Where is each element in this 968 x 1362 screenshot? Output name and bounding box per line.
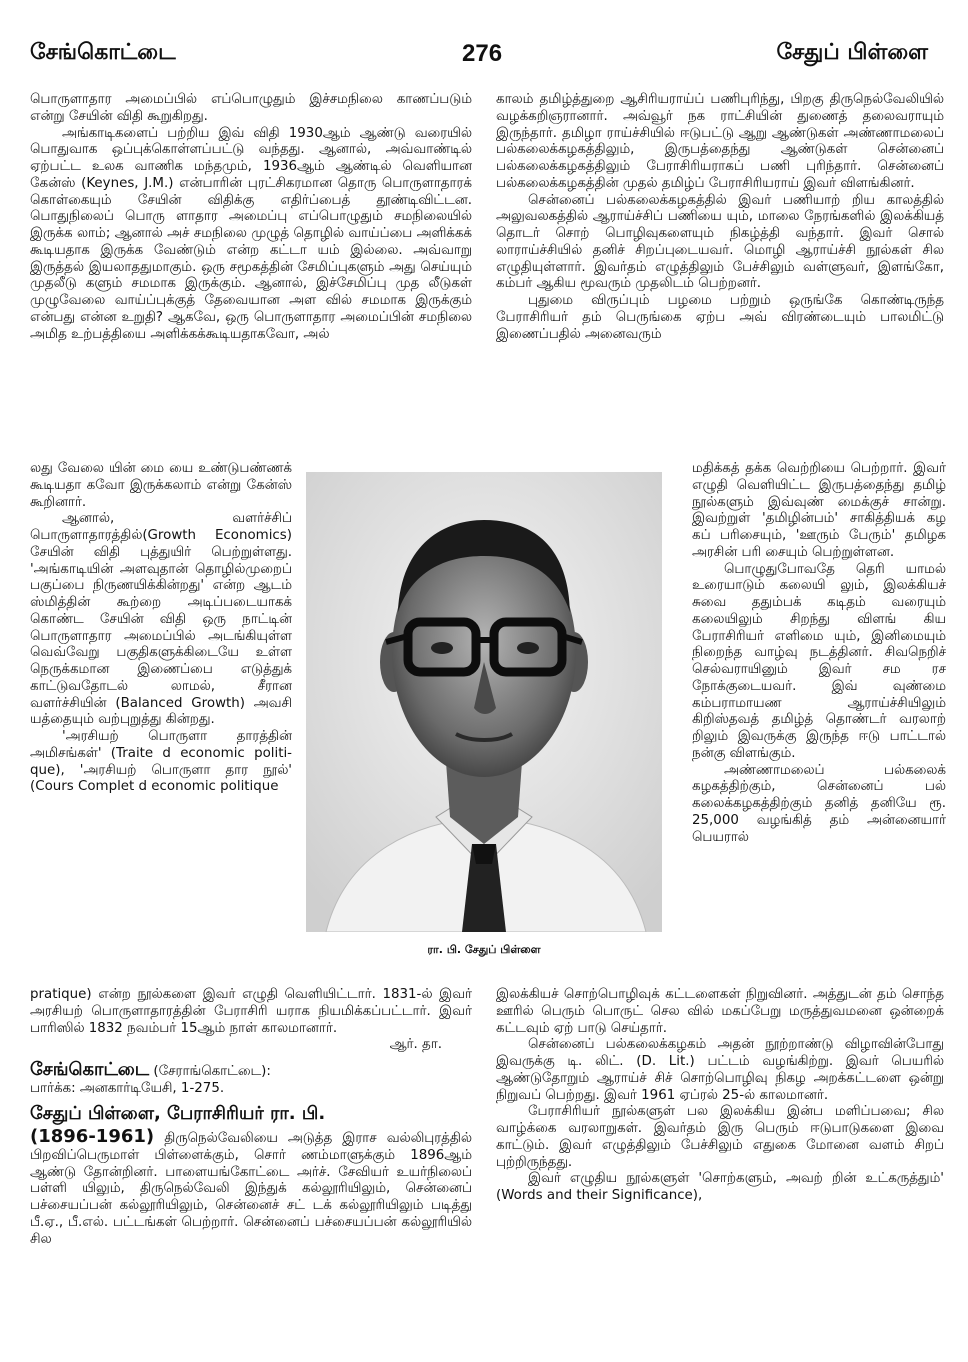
right-column-middle bbox=[692, 461, 946, 846]
left-column-top bbox=[30, 92, 472, 343]
author-initials: ஆர். தா. bbox=[389, 1037, 442, 1053]
running-head-left: சேங்கொட்டை bbox=[30, 40, 176, 65]
left-column-middle bbox=[30, 461, 292, 796]
entry-years: (1896-1961) bbox=[30, 1125, 155, 1147]
entry-title-sethu-pillai: சேதுப் பிள்ளை, பேராசிரியர் ரா. பி. bbox=[30, 1102, 326, 1124]
paragraph: அங்காடிகளைப் பற்றிய இவ் விதி 1930ஆம் ஆண்டு வரையில் பொதுவாக ஒப்புக்கொள்ளப்பட்டு வந்தது. ஆனால், அவ்வாண்டில் ஏற்பட்ட உலக வாணிக மந்தமும், 1936ஆம் ஆண்டில் வெளியான கேன்ஸ் (Keynes, J.M.) என்பாரின் புரட்சிகரமான தொரு பொருளாதாரக் கொள்கையும் சேயின் விதிக்கு எதிர்ப்பைத் தூண்டிவிட்டன. பொதுநிலைப் பொரு ளாதார அமைப்பு எப்பொழுதும் சமநிலையில் இருக்க லாம்; ஆனால் அச் சமநிலை முழுத் தொழில் வாய்ப்பை அளிக்கக் கூடியதாக இருக்க வேண்டும் என்ற கட்டா யம் இல்லை. அவ்வாறு இருத்தல் இயலாததுமாகும். ஒரு சமூகத்தின் சேமிப்புகளும் அது செய்யும் முதலீடு களும் சமமாக இருக்கும். ஆனால், இச்சேமிப்பு முத லீடுகள் முழுவேலை வாய்ப்புக்குத் தேவையான அள வில் சமமாக இருக்கும் என்பது என்ன உறுதி? ஆகவே, ஒரு பொருளாதார அமைப்பின் சமநிலை அமித உற்பத்தியை அளிக்கக்கூடியதாகவோ, அல் bbox=[30, 125, 472, 342]
page-header bbox=[0, 40, 968, 76]
paragraph: லது வேலை யின் மை யை உண்டுபண்ணக் கூடியதா கவோ இருக்கலாம் என்று கேன்ஸ் கூறினார். bbox=[30, 461, 292, 510]
paragraph: அண்ணாமலைப் பல்கலைக் கழகத்திற்கும், சென்னைப் பல் கலைக்கழகத்திற்கும் தனித் தனியே ரூ. 25,000 வழங்கித் தம் அன்னையார் பெயரால் bbox=[692, 762, 946, 845]
paragraph: பொருளாதார அமைப்பில் எப்பொழுதும் இச்சமநிலை காணப்படும் என்று சேயின் விதி கூறுகிறது. bbox=[30, 92, 472, 124]
right-column-top bbox=[496, 92, 944, 343]
photo-caption: ரா. பி. சேதுப் பிள்ளை bbox=[427, 943, 541, 956]
paragraph: இவர் எழுதிய நூல்களுள் 'சொற்களும், அவற் றின் உட்கருத்தும்' (Words and their Significance), bbox=[496, 1171, 944, 1203]
portrait-photo bbox=[306, 472, 662, 932]
paragraph: சென்னைப் பல்கலைக்கழகத்தில் இவர் பணியாற் றிய காலத்தில் அலுவலகத்தில் ஆராய்ச்சிப் பணியை யும், மாலை நேரங்களில் இலக்கியத் தொடர் சொற் பொழிவுகளையும் நிகழ்த்தி வந்தார். இவர் சொல் லாராய்ச்சியில் தனிச் சிறப்புடையவர். மொழி ஆராய்ச்சி நூல்கள் சில எழுதியுள்ளார். இவர்தம் எழுத்திலும் பேச்சிலும் வள்ளுவர், இளங்கோ, கம்பர் ஆகிய மூவரும் முதலிடம் பெற்றனர். bbox=[496, 192, 944, 292]
cross-reference: பார்க்க: அனகார்டியேசி, 1-275. bbox=[30, 1081, 225, 1096]
paragraph: pratique) என்ற நூல்களை இவர் எழுதி வெளியிட்டார். 1831-ல் இவர் அரசியற் பொருளாதாரத்தின் பேராசிரி யராக நியமிக்கப்பட்டார். இவர் பாரிஸில் 1832 நவம்பர் 15ஆம் நாள் காலமானார். bbox=[30, 987, 472, 1036]
running-head-right: சேதுப் பிள்ளை bbox=[776, 40, 928, 65]
paragraph: திருநெல்வேலியை அடுத்த இராச வல்லிபுரத்தில் பிறவிப்பெருமாள் பிள்ளைக்கும், சொர் ணம்மாளுக்கும் 1896ஆம் ஆண்டு தோன்றினர். பாளையங்கோட்டை அர்ச். சேவியர் உயர்நிலைப் பள்ளி யிலும், திருநெல்வேலி இந்துக் கல்லூரியிலும், சென்னைப் பச்சையப்பன் கல்லூரியிலும், சென்னைச் சட் டக் கல்லூரியிலும் படித்து பீ.ஏ., பீ.எல். பட்டங்கள் பெற்றார். சென்னைப் பச்சையப்பன் கல்லூரியில் சில bbox=[30, 1130, 472, 1247]
paragraph: இலக்கியச் சொற்பொழிவுக் கட்டளைகள் நிறுவினர். அத்துடன் தம் சொந்த ஊரில் பெரும் பொருட் செல வில் மகப்பேறு மருத்துவமனை ஒன்றைக் கட்டவும் ஏற் பாடு செய்தார். bbox=[496, 987, 944, 1036]
left-column-bottom bbox=[30, 987, 472, 1248]
paragraph: புதுமை விருப்பும் பழமை பற்றும் ஒருங்கே கொண்டிருந்த பேராசிரியர் தம் பெருங்கை ஏற்ப அவ் விரண்டையும் பாலமிட்டு இணைப்பதில் அனைவரும் bbox=[496, 293, 944, 342]
paragraph: மதிக்கத் தக்க வெற்றியை பெற்றார். இவர் எழுதி வெளியிட்ட இருபத்தைந்து தமிழ் நூல்களும் இவ்வுண் மைக்குச் சான்று. இவற்றுள் 'தமிழின்பம்' சாகித்தியக் கழ கப் பரிசையும், 'ஊரும் பேரும்' தமிழக அரசின் பரி சையும் பெற்றுள்ளன. bbox=[692, 461, 946, 560]
paragraph: ஆனால், வளர்ச்சிப் பொருளாதாரத்தில்(Growth Economics) சேயின் விதி புத்துயிர் பெற்றுள்ளது. 'அங்காடியின் அளவுதான் தொழில்முறைப் பகுப்பை நிருணயிக்கின்றது' என்ற ஆடம் ஸ்மித்தின் கூற்றை அடிப்படையாகக் கொண்ட சேயின் விதி ஒரு நாட்டின் பொருளாதார அமைப்பில் அடங்கியுள்ள வெவ்வேறு பகுதிகளுக்கிடையே உள்ள நெருக்கமான இணைப்பை எடுத்துக் காட்டுவதோடல் லாமல், சீரான வளர்ச்சியின் (Balanced Growth) அவசி யத்தையும் வற்புறுத்து கின்றது. bbox=[30, 511, 292, 728]
paragraph: பேராசிரியர் நூல்களுள் பல இலக்கிய இன்ப மளிப்பவை; சில வாழ்க்கை வரலாறுகள். இவர்தம் இரு பெரும் ஈடுபாடுகளை இவை காட்டும். இவர் எழுத்திலும் பேச்சிலும் எதுகை மோனை வளம் சிறப் புற்றிருந்தது. bbox=[496, 1104, 944, 1170]
page-number: 276 bbox=[462, 40, 503, 67]
paragraph: காலம் தமிழ்த்துறை ஆசிரியராய்ப் பணிபுரிந்து, பிறகு திருநெல்வேலியில் வழக்கறிஞரானார். அவ்வூர் நக ராட்சியின் துணைத் தலைவராயும் இருந்தார். தமிழா ராய்ச்சியில் ஈடுபட்டு ஆறு ஆண்டுகள் அண்ணாமலைப் பல்கலைக்கழகத்திலும், இருபத்தைந்து ஆண்டுகள் சென்னைப் பல்கலைக்கழகத்திலும் பேராசிரியராகப் பணி புரிந்தார். சென்னைப் பல்கலைக்கழகத்தின் முதல் தமிழ்ப் பேராசிரியராய் இவர் விளங்கினர். bbox=[496, 92, 944, 191]
portrait-illustration bbox=[306, 472, 662, 932]
paragraph: சென்னைப் பல்கலைக்கழகம் அதன் நூற்றாண்டு விழாவின்போது இவருக்கு டி. லிட். (D. Lit.) பட்டம் வழங்கிற்று. இவர் பெயரில் ஆண்டுதோறும் ஆராய்ச் சிச் சொற்பொழிவு நிகழ அறக்கட்டளை ஒன்று நிறுவப் பெற்றது. இவர் 1961 ஏப்ரல் 25-ல் காலமானர். bbox=[496, 1037, 944, 1103]
entry-title-sengottai: சேங்கொட்டை bbox=[30, 1059, 150, 1080]
paragraph: 'அரசியற் பொருளா தாரத்தின் அமிசங்கள்' (Traite d economic politi- que), 'அரசியற் பொருளா தார நூல்' (Cours Complet d economic politique bbox=[30, 729, 292, 795]
entry-alt-name: (சேராங்கொட்டை): bbox=[153, 1064, 271, 1079]
right-column-bottom bbox=[496, 987, 944, 1205]
paragraph: பொழுதுபோவதே தெரி யாமல் உரையாடும் கலையி லும், இலக்கியச் சுவை ததும்பக் கடிதம் வரையும் கலையிலும் சிறந்து விளங் கிய பேராசிரியர் எளிமை யும், இனிமையும் நிறைந்த வாழ்வு நடத்தினர். சிவநெறிச் செல்வராயினும் இவர் சம ரச நோக்குடையவர். இவ் வுண்மை கம்பராமாயண ஆராய்ச்சியிலும் கிறிஸ்தவத் தமிழ்த் தொண்டர் வரலாற் றிலும் இவருக்கு இருந்த ஈடு பாட்டால் நன்கு விளங்கும். bbox=[692, 561, 946, 761]
